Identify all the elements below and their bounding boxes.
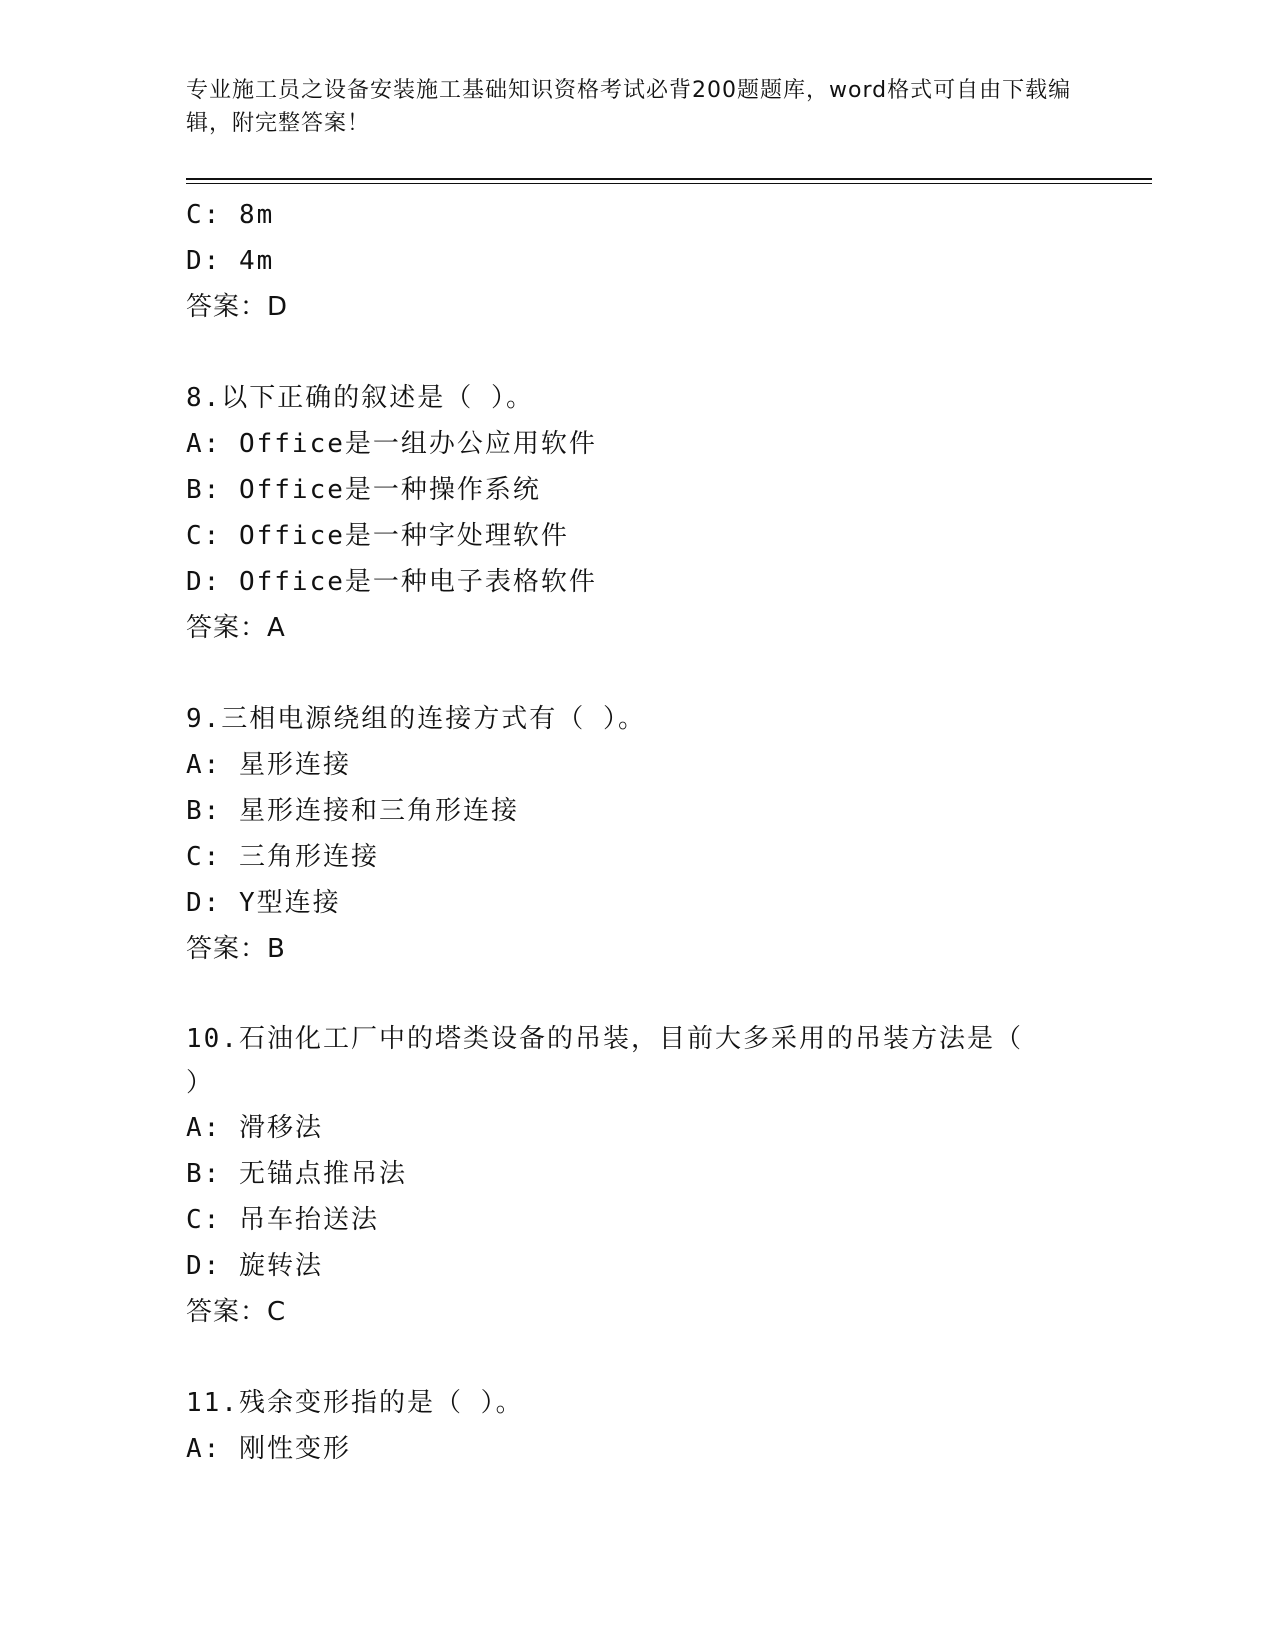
header-rule-thin [186, 183, 1152, 184]
option-d: D: 旋转法 [186, 1251, 323, 1281]
option-c: C: 三角形连接 [186, 842, 379, 872]
answer: 答案：B [186, 934, 286, 964]
header-rule-thick [186, 178, 1152, 180]
option-a: A: 星形连接 [186, 750, 351, 780]
option-c: C: Office是一种字处理软件 [186, 521, 569, 551]
option-c: C: 吊车抬送法 [186, 1205, 379, 1235]
option-d: D: Y型连接 [186, 888, 341, 918]
question-stem: 11.残余变形指的是（ ）。 [186, 1388, 524, 1418]
option-c: C: 8m [186, 200, 275, 230]
option-d: D: 4m [186, 246, 275, 276]
answer: 答案：C [186, 1297, 287, 1327]
option-b: B: 无锚点推吊法 [186, 1159, 407, 1189]
question-list [186, 192, 1146, 1472]
option-a: A: 滑移法 [186, 1113, 323, 1143]
option-a: A: 刚性变形 [186, 1434, 351, 1464]
answer: 答案：A [186, 613, 286, 643]
option-d: D: Office是一种电子表格软件 [186, 567, 597, 597]
option-a: A: Office是一组办公应用软件 [186, 429, 597, 459]
question-stem: 9.三相电源绕组的连接方式有（ ）。 [186, 704, 646, 734]
question-stem: 8.以下正确的叙述是（ ）。 [186, 383, 534, 413]
question-stem: 10.石油化工厂中的塔类设备的吊装，目前大多采用的吊装方法是（ ） [186, 1024, 1023, 1098]
document-header: 专业施工员之设备安装施工基础知识资格考试必背200题题库，word格式可自由下载编辑，附完整答案！ [186, 78, 1072, 136]
option-b: B: 星形连接和三角形连接 [186, 796, 519, 826]
answer: 答案：D [186, 292, 289, 322]
option-b: B: Office是一种操作系统 [186, 475, 541, 505]
